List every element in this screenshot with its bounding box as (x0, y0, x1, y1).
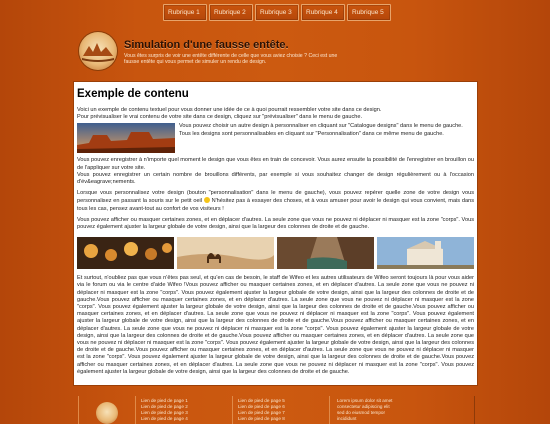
photo-camels (177, 237, 274, 269)
photo-strip (77, 237, 474, 269)
logo-artwork (79, 32, 117, 70)
menu-item-1[interactable]: Rubrique 1 (163, 4, 207, 21)
personalisation-paragraph: Tous les designs sont personnalisables en cliquant sur "Personnalisation" dans ce même menu de gauche. (179, 130, 444, 137)
footer-link[interactable]: Lien de pied de page 5 (238, 398, 285, 403)
customize-paragraph (77, 190, 474, 213)
top-menu (163, 4, 393, 21)
canyon-image (77, 123, 175, 153)
footer-link[interactable]: Lien de pied de page 8 (238, 416, 285, 421)
photo-lamps (77, 237, 174, 269)
footer-link[interactable]: Lien de pied de page 7 (238, 410, 285, 415)
site-subtitle-line-1: Vous êtes surpris de voir une entête différente de celle que vous aviez choisie ? Ceci est une (124, 53, 338, 59)
intro-paragraph-2: Pour prévisualiser le vrai contenu de votre site dans ce design, cliquez sur "prévisualiser" dans le menu de gauche. (77, 114, 363, 121)
intro-paragraph: Voici un exemple de contenu textuel pour vous donner une idée de ce à quoi pourrait ressembler votre site dans ce design. (77, 107, 382, 113)
menu-item-2[interactable]: Rubrique 2 (209, 4, 253, 21)
drafts-paragraph: Vous pouvez enregistrer un certain nombre de brouillons différents, par exemple si vous souhaitez changer de design régulièrement ou à l'occasion d'év&eagrave;nements. (77, 171, 474, 186)
footer-logo (96, 402, 118, 424)
catalogue-paragraph: Vous pouvez choisir un autre design à personnaliser en cliquant sur "Catalogue designs" dans le menu de gauche. (179, 123, 463, 130)
site-title: Simulation d'une fausse entête. (124, 39, 289, 51)
footer-link[interactable]: Lien de pied de page 2 (141, 404, 188, 409)
footer-link[interactable]: Lien de pied de page 1 (141, 398, 188, 403)
customize-text-b: N'hésitez pas à essayer des choses, et à vous amuser pour avoir le design qui vous convient, mais dans tous les cas, pensez avant-tout au confort de vos visiteurs ! (77, 198, 474, 212)
support-paragraph: Et surtout, n'oubliez pas que vous n'êtes pas seul, et qu'en cas de besoin, le staff de Wifeo et les autres utilisateurs de Wifeo seront toujours là pour vous aider via le forum ou via le centre d'aide Wifeo !Vous pouvez afficher ou masquer certaines zones, et en déplacer d'autres. La seule zone que vous ne pouvez ni déplacer ni masquer est la zone "corps". Vous pouvez également ajuster la largeur globale de votre design, ainsi que la largeur des colonnes de droite et de gauche.Vous pouvez afficher ou masquer certaines zones, et en déplacer d'autres. La seule zone que vous ne pouvez ni déplacer ni masquer est la zone "corps". Vous pouvez également ajuster la largeur globale de votre design, ainsi que la largeur des colonnes de droite et de gauche.Vous pouvez afficher ou masquer certaines zones, et en déplacer d'autres. La seule zone que vous ne pouvez ni déplacer ni masquer est la zone "corps". Vous pouvez également ajuster la largeur globale de votre design, ainsi que la largeur des colonnes de droite et de gauche.Vous pouvez afficher ou masquer certaines zones, et en déplacer d'autres. La seule zone que vous ne pouvez ni déplacer ni masquer est la zone "corps". Vous pouvez également ajuster la largeur globale de votre design, ainsi que la largeur des colonnes de droite et de gauche.Vous pouvez afficher ou masquer certaines zones, et en déplacer d'autres. La seule zone que vous ne pouvez ni déplacer ni masquer est la zone "corps". Vous pouvez également ajuster la largeur globale de votre design, ainsi que la largeur des colonnes de droite et de gauche.Vous pouvez afficher ou masquer certaines zones, et en déplacer d'autres. La seule zone que vous ne pouvez ni déplacer ni masquer est la zone "corps". Vous pouvez également ajuster la largeur globale de votre design, ainsi que la largeur des colonnes de droite et de gauche.Vous pouvez afficher ou masquer certaines zones, et en déplacer d'autres. La seule zone que vous ne pouvez ni déplacer ni masquer est la zone "corps". Vous pouvez également ajuster la largeur globale de votre design, ainsi que la largeur des colonnes de droite et de gauche. (77, 275, 474, 375)
site-logo[interactable] (79, 32, 117, 70)
footer-text: incididunt (337, 416, 357, 421)
footer-link[interactable]: Lien de pied de page 3 (141, 410, 188, 415)
zones-paragraph: Vous pouvez afficher ou masquer certaines zones, et en déplacer d'autres. La seule zone que vous ne pouvez ni déplacer ni masquer est la zone "corps". Vous pouvez également ajuster la largeur globale de votre design, ainsi que la largeur des colonnes de droite et de gauche. (77, 216, 474, 231)
site-subtitle-line-2: fausse entête qui vous permet de simuler un rendu de design. (124, 59, 267, 65)
customize-text-a: Lorsque vous personnalisez votre design (bouton "personnalisation" dans le menu de gauche), vous pouvez repérer quelle zone de votre design vous personnalisez en passant la souris sur le petit oeil (77, 190, 474, 205)
menu-item-5[interactable]: Rubrique 5 (347, 4, 391, 21)
content-heading: Exemple de contenu (77, 88, 189, 100)
footer-link[interactable]: Lien de pied de page 6 (238, 404, 285, 409)
footer-text: consectetur adipiscing elit (337, 404, 390, 409)
save-paragraph: Vous pouvez enregistrer à n'importe quel moment le design que vous êtes en train de concevoir. Vous aurez ensuite la possibilité de l'enregistrer en brouillon ou de l'appliquer sur votre site. (77, 157, 474, 171)
photo-church (377, 237, 474, 269)
eye-icon (204, 197, 210, 203)
menu-item-4[interactable]: Rubrique 4 (301, 4, 345, 21)
photo-canyon (277, 237, 374, 269)
menu-item-3[interactable]: Rubrique 3 (255, 4, 299, 21)
footer-text: Lorem ipsum dolor sit amet (337, 398, 393, 403)
content-area (73, 81, 478, 386)
footer-link[interactable]: Lien de pied de page 4 (141, 416, 188, 421)
footer-text: sed do eiusmod tempor (337, 410, 386, 415)
